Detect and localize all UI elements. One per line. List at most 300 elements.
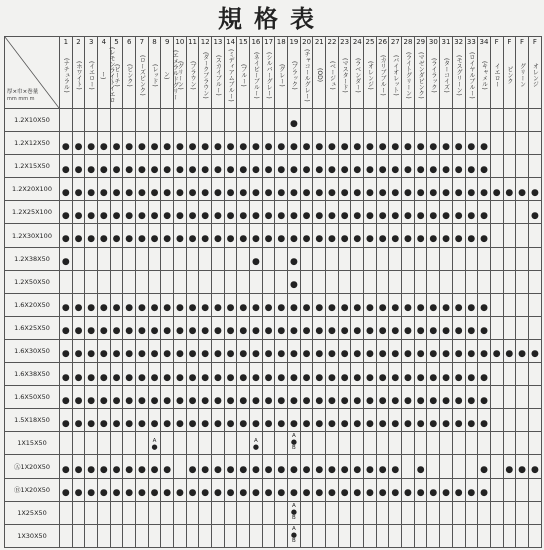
availability-dot: ● xyxy=(188,187,197,198)
availability-dot: ● xyxy=(353,488,362,499)
availability-dot: ● xyxy=(251,141,260,152)
availability-dot: ● xyxy=(61,164,70,175)
availability-dot: ● xyxy=(175,187,184,198)
availability-dot: ● xyxy=(264,234,273,245)
availability-cell xyxy=(516,201,529,224)
availability-cell xyxy=(402,270,415,293)
availability-cell xyxy=(440,339,453,362)
availability-cell xyxy=(148,386,161,409)
availability-cell xyxy=(174,316,187,339)
availability-dot: ● xyxy=(302,164,311,175)
availability-dot: ● xyxy=(290,438,297,447)
availability-cell xyxy=(338,178,351,201)
color-column-header xyxy=(136,37,149,109)
color-column-header xyxy=(490,37,503,109)
availability-cell xyxy=(237,155,250,178)
availability-cell xyxy=(516,363,529,386)
availability-cell xyxy=(237,524,250,547)
availability-cell xyxy=(199,178,212,201)
availability-cell xyxy=(402,293,415,316)
availability-cell xyxy=(161,339,174,362)
availability-dot: ● xyxy=(150,234,159,245)
availability-cell xyxy=(148,455,161,478)
availability-cell xyxy=(490,270,503,293)
availability-cell xyxy=(288,409,301,432)
availability-cell xyxy=(313,455,326,478)
availability-cell xyxy=(262,432,275,455)
availability-cell xyxy=(98,386,111,409)
availability-cell xyxy=(72,109,85,132)
availability-dot: ● xyxy=(315,349,324,360)
availability-cell xyxy=(250,524,263,547)
availability-dot: ● xyxy=(201,234,210,245)
color-column-number: F xyxy=(494,38,499,46)
availability-dot: ● xyxy=(99,488,108,499)
availability-cell xyxy=(313,247,326,270)
table-row xyxy=(5,155,542,178)
availability-cell xyxy=(402,132,415,155)
availability-dot: ● xyxy=(112,418,121,429)
availability-cell xyxy=(440,455,453,478)
availability-cell xyxy=(224,524,237,547)
color-column-name: (イエロー) xyxy=(87,60,95,90)
availability-cell xyxy=(465,155,478,178)
availability-dot: ● xyxy=(188,464,197,475)
availability-cell xyxy=(452,386,465,409)
availability-dot: ● xyxy=(264,141,273,152)
availability-cell xyxy=(503,363,516,386)
size-label: 1.2X12X50 xyxy=(5,132,60,155)
availability-dot: ● xyxy=(353,326,362,337)
availability-dot: ● xyxy=(442,418,450,429)
availability-dot: ● xyxy=(137,187,146,198)
availability-cell xyxy=(199,501,212,524)
availability-cell xyxy=(326,178,339,201)
availability-dot: ● xyxy=(302,303,311,314)
availability-dot: ● xyxy=(366,303,374,314)
availability-dot: ● xyxy=(467,303,476,314)
availability-cell xyxy=(148,247,161,270)
availability-cell xyxy=(300,132,313,155)
variant-letter: B xyxy=(292,514,296,521)
availability-dot: ● xyxy=(404,395,412,406)
availability-cell xyxy=(427,293,440,316)
availability-cell xyxy=(85,524,98,547)
availability-cell xyxy=(60,201,73,224)
availability-cell xyxy=(174,178,187,201)
availability-dot: ● xyxy=(99,187,108,198)
availability-dot: ● xyxy=(302,418,311,429)
size-label: 1X30X50 xyxy=(5,524,60,547)
availability-cell xyxy=(528,386,541,409)
availability-cell xyxy=(161,270,174,293)
availability-dot: ● xyxy=(454,164,463,175)
availability-cell xyxy=(224,478,237,501)
availability-dot: ● xyxy=(175,488,184,499)
color-column-number: 31 xyxy=(441,38,451,46)
availability-cell xyxy=(98,432,111,455)
availability-dot: ● xyxy=(290,349,298,360)
availability-cell xyxy=(161,247,174,270)
availability-dot: ● xyxy=(290,280,298,291)
availability-cell xyxy=(376,386,389,409)
availability-dot: ● xyxy=(277,141,286,152)
availability-dot: ● xyxy=(404,372,412,383)
color-column-header xyxy=(148,37,161,109)
availability-dot: ● xyxy=(99,210,108,221)
availability-cell xyxy=(174,432,187,455)
availability-cell xyxy=(174,501,187,524)
availability-cell xyxy=(364,501,377,524)
table-row xyxy=(5,432,542,455)
color-column-header xyxy=(85,37,98,109)
availability-cell xyxy=(414,432,427,455)
availability-cell xyxy=(98,224,111,247)
availability-dot: ● xyxy=(378,303,387,314)
availability-cell xyxy=(186,201,199,224)
availability-dot: ● xyxy=(125,488,134,499)
availability-cell xyxy=(224,109,237,132)
availability-cell xyxy=(72,247,85,270)
availability-cell xyxy=(123,316,136,339)
availability-cell xyxy=(186,478,199,501)
availability-cell xyxy=(237,178,250,201)
availability-cell xyxy=(490,247,503,270)
availability-cell xyxy=(136,478,149,501)
availability-dot: ● xyxy=(277,164,286,175)
availability-cell xyxy=(72,178,85,201)
availability-cell xyxy=(478,432,491,455)
availability-dot: ● xyxy=(213,141,222,152)
availability-cell xyxy=(262,201,275,224)
availability-dot: ● xyxy=(61,210,70,221)
availability-cell xyxy=(313,409,326,432)
corner-label-text: 厚×巾×巻量 xyxy=(7,89,39,95)
availability-dot: ● xyxy=(467,395,476,406)
availability-cell xyxy=(440,178,453,201)
availability-dot: ● xyxy=(61,395,70,406)
availability-cell xyxy=(288,201,301,224)
availability-cell xyxy=(186,316,199,339)
availability-cell xyxy=(85,409,98,432)
availability-cell xyxy=(516,178,529,201)
availability-dot: ● xyxy=(315,234,324,245)
availability-dot: ● xyxy=(251,464,260,475)
availability-cell xyxy=(136,524,149,547)
availability-dot: ● xyxy=(416,372,425,383)
availability-cell xyxy=(60,363,73,386)
availability-cell xyxy=(465,478,478,501)
color-column-name: グリーン xyxy=(518,63,526,87)
availability-cell xyxy=(364,524,377,547)
table-row xyxy=(5,339,542,362)
availability-cell xyxy=(376,432,389,455)
availability-cell xyxy=(364,316,377,339)
color-column-name: (ホワイト) xyxy=(75,60,82,90)
size-label: Ⓐ1X20X50 xyxy=(5,455,60,478)
color-column-number: 23 xyxy=(340,38,350,46)
size-label: 1.6X25X50 xyxy=(5,316,60,339)
color-column-number: 15 xyxy=(238,38,248,46)
availability-cell xyxy=(199,455,212,478)
availability-dot: ● xyxy=(175,234,184,245)
availability-cell xyxy=(503,501,516,524)
availability-cell xyxy=(414,109,427,132)
availability-cell xyxy=(60,132,73,155)
availability-dot: ● xyxy=(163,187,172,198)
availability-dot: ● xyxy=(467,349,476,360)
availability-cell xyxy=(465,247,478,270)
availability-cell xyxy=(275,132,288,155)
availability-cell xyxy=(528,109,541,132)
availability-cell xyxy=(503,109,516,132)
availability-dot: ● xyxy=(416,464,425,475)
color-column-number: 28 xyxy=(403,38,413,46)
availability-dot: ● xyxy=(226,234,235,245)
availability-dot: ● xyxy=(150,164,159,175)
availability-cell xyxy=(465,132,478,155)
availability-dot: ● xyxy=(454,303,463,314)
availability-dot: ● xyxy=(315,464,324,475)
availability-cell xyxy=(351,293,364,316)
availability-dot: ● xyxy=(61,372,70,383)
availability-cell xyxy=(174,409,187,432)
availability-cell xyxy=(250,132,263,155)
availability-dot: ● xyxy=(480,303,488,314)
table-row xyxy=(5,224,542,247)
availability-cell xyxy=(199,109,212,132)
availability-cell xyxy=(516,501,529,524)
availability-cell xyxy=(364,155,377,178)
availability-cell xyxy=(338,270,351,293)
availability-cell xyxy=(60,339,73,362)
availability-cell xyxy=(326,432,339,455)
availability-dot: ● xyxy=(302,210,311,221)
availability-cell xyxy=(110,178,123,201)
color-column-number: 30 xyxy=(428,38,438,46)
availability-dot: ● xyxy=(467,372,476,383)
availability-cell xyxy=(110,432,123,455)
availability-cell xyxy=(427,386,440,409)
availability-dot: ● xyxy=(290,507,297,516)
availability-dot: ● xyxy=(442,234,450,245)
availability-cell xyxy=(452,109,465,132)
color-column-number: 17 xyxy=(264,38,274,46)
availability-cell xyxy=(452,478,465,501)
availability-dot: ● xyxy=(125,234,134,245)
availability-dot: ● xyxy=(302,488,311,499)
availability-cell xyxy=(275,224,288,247)
availability-cell xyxy=(516,293,529,316)
availability-dot: ● xyxy=(290,418,298,429)
color-column-header xyxy=(376,37,389,109)
availability-cell xyxy=(452,316,465,339)
availability-dot: ● xyxy=(188,164,197,175)
availability-dot: ● xyxy=(366,210,374,221)
availability-cell xyxy=(98,247,111,270)
size-label: 1.2X25X100 xyxy=(5,201,60,224)
availability-cell xyxy=(478,455,491,478)
availability-dot: ● xyxy=(213,326,222,337)
availability-cell xyxy=(199,478,212,501)
availability-cell xyxy=(300,363,313,386)
availability-cell xyxy=(262,155,275,178)
availability-cell xyxy=(326,109,339,132)
availability-cell xyxy=(199,293,212,316)
availability-dot: ● xyxy=(137,395,146,406)
availability-dot: ● xyxy=(404,326,412,337)
availability-dot: ● xyxy=(454,372,463,383)
availability-cell xyxy=(440,201,453,224)
availability-cell xyxy=(262,247,275,270)
availability-cell xyxy=(262,293,275,316)
availability-dot: ● xyxy=(74,187,83,198)
availability-cell xyxy=(237,455,250,478)
availability-dot: ● xyxy=(391,326,400,337)
availability-cell xyxy=(490,109,503,132)
availability-cell xyxy=(237,247,250,270)
availability-cell xyxy=(224,455,237,478)
availability-dot: ● xyxy=(454,488,463,499)
availability-cell xyxy=(376,155,389,178)
availability-cell xyxy=(161,363,174,386)
availability-dot: ● xyxy=(264,210,273,221)
availability-dot: ● xyxy=(201,395,210,406)
size-label: 1.2X30X100 xyxy=(5,224,60,247)
availability-dot: ● xyxy=(163,464,172,475)
availability-dot: ● xyxy=(480,141,488,152)
size-label: Ⓑ1X20X50 xyxy=(5,478,60,501)
availability-cell xyxy=(110,339,123,362)
color-column-name: (ローズピンク) xyxy=(138,54,146,96)
availability-dot: ● xyxy=(429,210,438,221)
availability-dot: ● xyxy=(353,234,362,245)
availability-cell xyxy=(478,270,491,293)
availability-cell xyxy=(262,501,275,524)
availability-dot: ● xyxy=(290,187,298,198)
availability-dot: ● xyxy=(163,395,172,406)
availability-dot: ● xyxy=(201,372,210,383)
availability-cell xyxy=(72,270,85,293)
availability-cell xyxy=(440,524,453,547)
availability-cell xyxy=(136,409,149,432)
availability-dot: ● xyxy=(74,418,83,429)
availability-cell xyxy=(452,524,465,547)
availability-dot: ● xyxy=(188,303,197,314)
availability-dot: ● xyxy=(175,141,184,152)
availability-cell xyxy=(186,524,199,547)
availability-cell xyxy=(275,109,288,132)
color-column-name: (シルバーグレー) xyxy=(265,51,273,99)
availability-cell xyxy=(72,524,85,547)
availability-cell xyxy=(338,201,351,224)
availability-dot: ● xyxy=(264,395,273,406)
availability-dot: ● xyxy=(112,464,121,475)
table-row xyxy=(5,501,542,524)
availability-dot: ● xyxy=(264,326,273,337)
availability-cell xyxy=(262,455,275,478)
availability-cell xyxy=(275,455,288,478)
availability-cell xyxy=(402,386,415,409)
availability-dot: ● xyxy=(340,395,349,406)
availability-dot: ● xyxy=(328,372,336,383)
availability-cell xyxy=(199,201,212,224)
availability-dot: ● xyxy=(416,326,425,337)
availability-dot: ● xyxy=(290,395,298,406)
availability-cell xyxy=(136,363,149,386)
availability-cell xyxy=(478,109,491,132)
availability-dot: ● xyxy=(125,349,134,360)
color-column-header xyxy=(123,37,136,109)
availability-cell xyxy=(275,363,288,386)
availability-dot: ● xyxy=(505,187,514,198)
availability-dot: ● xyxy=(378,488,387,499)
availability-cell xyxy=(364,201,377,224)
availability-cell xyxy=(98,409,111,432)
availability-dot: ● xyxy=(213,210,222,221)
availability-cell xyxy=(478,201,491,224)
availability-dot: ● xyxy=(112,349,121,360)
availability-dot: ● xyxy=(213,418,222,429)
availability-dot: ● xyxy=(87,395,96,406)
availability-cell xyxy=(389,132,402,155)
availability-dot: ● xyxy=(391,395,400,406)
availability-dot: ● xyxy=(239,164,248,175)
availability-cell xyxy=(313,432,326,455)
availability-dot: ● xyxy=(366,141,374,152)
availability-cell xyxy=(123,478,136,501)
availability-dot: ● xyxy=(290,234,298,245)
color-column-name: (ブラック) xyxy=(290,60,298,90)
availability-cell xyxy=(212,155,225,178)
availability-dot: ● xyxy=(74,164,83,175)
availability-cell xyxy=(186,270,199,293)
availability-dot: ● xyxy=(112,395,121,406)
availability-cell xyxy=(98,270,111,293)
availability-cell xyxy=(250,363,263,386)
availability-dot: ● xyxy=(163,234,172,245)
availability-cell xyxy=(250,293,263,316)
color-column-number: 8 xyxy=(152,38,157,46)
availability-cell xyxy=(440,478,453,501)
availability-dot: ● xyxy=(264,303,273,314)
availability-cell xyxy=(490,155,503,178)
availability-cell xyxy=(212,178,225,201)
availability-cell xyxy=(389,270,402,293)
availability-cell xyxy=(414,455,427,478)
availability-cell xyxy=(136,224,149,247)
availability-cell xyxy=(376,501,389,524)
availability-dot: ● xyxy=(213,349,222,360)
availability-cell xyxy=(465,409,478,432)
availability-dot: ● xyxy=(391,234,400,245)
availability-cell xyxy=(60,316,73,339)
availability-dot: ● xyxy=(340,164,349,175)
availability-cell xyxy=(237,270,250,293)
availability-cell xyxy=(326,132,339,155)
availability-dot: ● xyxy=(467,141,476,152)
availability-dot: ● xyxy=(226,187,235,198)
availability-cell xyxy=(452,178,465,201)
availability-dot: ● xyxy=(353,164,362,175)
availability-cell xyxy=(148,478,161,501)
availability-dot: ● xyxy=(404,349,412,360)
color-column-number: 4 xyxy=(101,38,107,46)
availability-cell xyxy=(85,386,98,409)
availability-cell xyxy=(389,316,402,339)
availability-dot: ● xyxy=(531,210,539,221)
availability-dot: ● xyxy=(277,303,286,314)
